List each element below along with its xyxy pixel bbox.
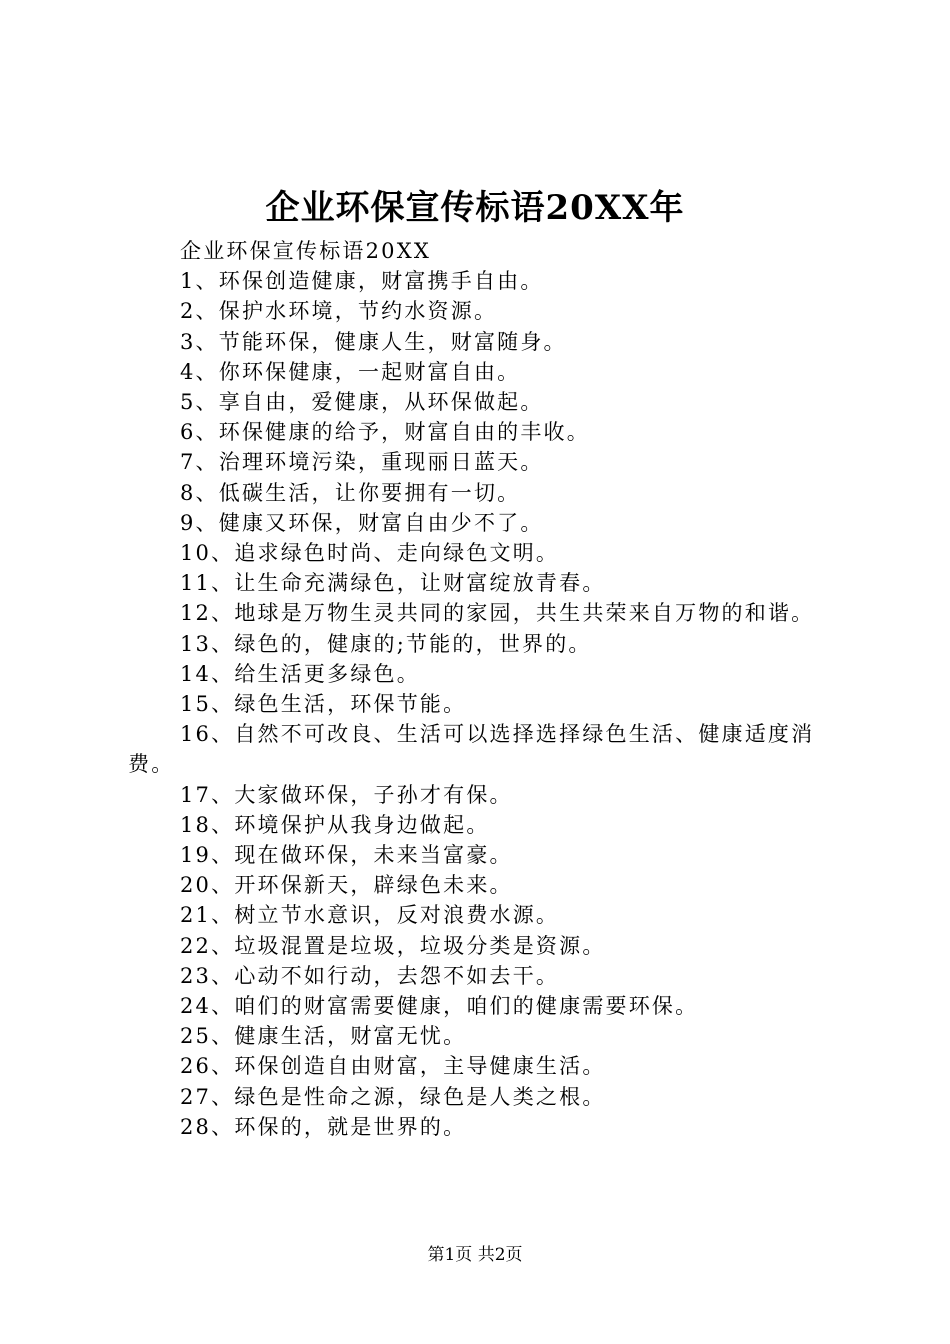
slogan-item: 1、环保创造健康，财富携手自由。 (180, 269, 544, 294)
slogan-item: 19、现在做环保，未来当富豪。 (180, 843, 513, 868)
slogan-item: 10、追求绿色时尚、走向绿色文明。 (180, 541, 560, 566)
slogan-item: 5、享自由，爱健康，从环保做起。 (180, 390, 544, 415)
slogan-item: 14、给生活更多绿色。 (180, 661, 420, 686)
slogan-item: 4、你环保健康，一起财富自由。 (180, 359, 521, 384)
document-title: 企业环保宣传标语20XX年 (265, 188, 685, 228)
slogan-item: 27、绿色是性命之源，绿色是人类之根。 (180, 1084, 606, 1109)
slogan-item: 15、绿色生活，环保节能。 (180, 692, 467, 717)
page-footer (0, 1243, 950, 1267)
slogan-item: 16、自然不可改良、生活可以选择选择绿色生活、健康适度消费。 (128, 722, 815, 777)
slogan-item: 8、低碳生活，让你要拥有一切。 (180, 480, 521, 505)
slogan-item: 28、环保的，就是世界的。 (180, 1114, 467, 1139)
slogan-item: 7、治理环境污染，重现丽日蓝天。 (180, 450, 544, 475)
slogan-item: 21、树立节水意识，反对浪费水源。 (180, 903, 560, 928)
slogan-item: 17、大家做环保，子孙才有保。 (180, 782, 513, 807)
slogan-item: 20、开环保新天，辟绿色未来。 (180, 873, 513, 898)
slogan-item: 6、环保健康的给予，财富自由的丰收。 (180, 420, 590, 445)
paragraph-intro: 企业环保宣传标语20XX (180, 239, 432, 263)
slogan-item: 24、咱们的财富需要健康，咱们的健康需要环保。 (180, 994, 699, 1019)
slogan-item: 12、地球是万物生灵共同的家园，共生共荣来自万物的和谐。 (180, 601, 815, 626)
slogan-item: 26、环保创造自由财富，主导健康生活。 (180, 1054, 606, 1079)
slogan-item: 13、绿色的，健康的;节能的，世界的。 (180, 631, 592, 656)
slogan-item: 3、节能环保，健康人生，财富随身。 (180, 329, 567, 354)
page-number: 第1页 共2页 (427, 1245, 523, 1265)
slogan-item: 18、环境保护从我身边做起。 (180, 812, 490, 837)
slogan-item: 9、健康又环保，财富自由少不了。 (180, 510, 544, 535)
slogan-item: 25、健康生活，财富无忧。 (180, 1024, 467, 1049)
slogan-item: 2、保护水环境，节约水资源。 (180, 299, 498, 324)
document-body (128, 236, 838, 1142)
slogan-item: 23、心动不如行动，去怨不如去干。 (180, 963, 560, 988)
slogan-item: 22、垃圾混置是垃圾，垃圾分类是资源。 (180, 933, 606, 958)
slogan-item: 11、让生命充满绿色，让财富绽放青春。 (180, 571, 606, 596)
